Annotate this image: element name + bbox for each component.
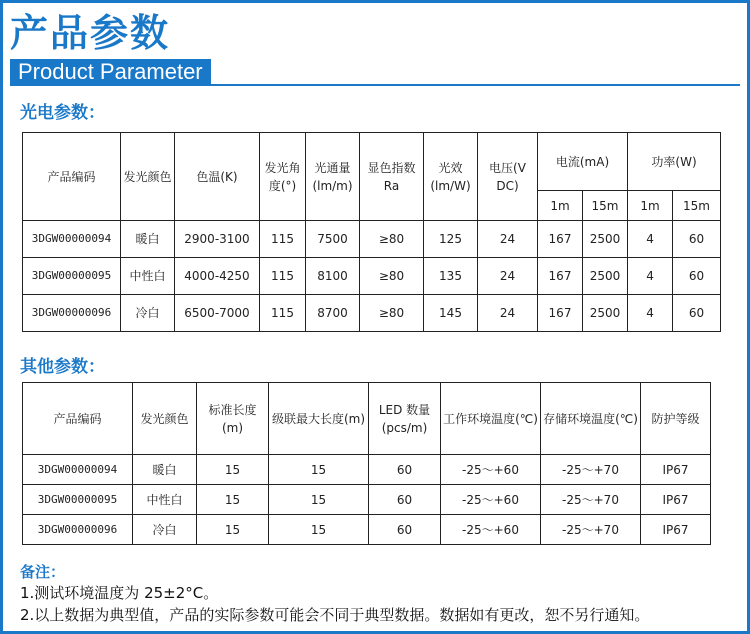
cell-power-1m: 4 <box>628 221 673 258</box>
cell-storage-temp: -25～+70 <box>541 455 641 485</box>
cell-standard-length: 15 <box>197 485 269 515</box>
cell-power-1m: 4 <box>628 295 673 332</box>
cell-product-code: 3DGW00000095 <box>23 258 121 295</box>
header-beam-angle: 发光角度(°) <box>260 133 306 221</box>
cell-light-color: 暖白 <box>121 221 175 258</box>
header-ip-rating: 防护等级 <box>641 383 711 455</box>
table-row <box>23 515 711 545</box>
cell-product-code: 3DGW00000094 <box>23 221 121 258</box>
header-current-15m: 15m <box>583 191 628 221</box>
header-product-code: 产品编码 <box>23 383 133 455</box>
cell-product-code: 3DGW00000096 <box>23 515 133 545</box>
cell-voltage: 24 <box>478 258 538 295</box>
table-row <box>23 221 721 258</box>
header-current-1m: 1m <box>538 191 583 221</box>
table-row <box>23 455 711 485</box>
cell-max-cascade-length: 15 <box>269 455 369 485</box>
table-row <box>23 485 711 515</box>
cell-light-color: 冷白 <box>121 295 175 332</box>
cell-power-15m: 60 <box>673 258 721 295</box>
cell-current-1m: 167 <box>538 221 583 258</box>
cell-luminous-flux: 8100 <box>306 258 360 295</box>
cell-light-color: 中性白 <box>133 485 197 515</box>
cell-max-cascade-length: 15 <box>269 485 369 515</box>
header-cri: 显色指数Ra <box>360 133 424 221</box>
cell-cct: 4000-4250 <box>175 258 260 295</box>
cell-light-color: 冷白 <box>133 515 197 545</box>
other-params-table <box>22 382 711 545</box>
page-title-en: Product Parameter <box>10 59 211 85</box>
cell-beam-angle: 115 <box>260 258 306 295</box>
cell-light-color: 中性白 <box>121 258 175 295</box>
note-item: 1.测试环境温度为 25±2°C。 <box>20 584 219 602</box>
header-product-code: 产品编码 <box>23 133 121 221</box>
table-row <box>23 258 721 295</box>
header-light-color: 发光颜色 <box>133 383 197 455</box>
cell-ip-rating: IP67 <box>641 515 711 545</box>
cell-led-quantity: 60 <box>369 455 441 485</box>
cell-standard-length: 15 <box>197 455 269 485</box>
cell-efficacy: 135 <box>424 258 478 295</box>
header-power-15m: 15m <box>673 191 721 221</box>
header-voltage: 电压(V DC) <box>478 133 538 221</box>
cell-ip-rating: IP67 <box>641 485 711 515</box>
cell-beam-angle: 115 <box>260 295 306 332</box>
cell-current-15m: 2500 <box>583 258 628 295</box>
cell-luminous-flux: 7500 <box>306 221 360 258</box>
cell-luminous-flux: 8700 <box>306 295 360 332</box>
header-current: 电流(mA) <box>538 133 628 191</box>
cell-operating-temp: -25～+60 <box>441 515 541 545</box>
header-luminous-flux: 光通量(lm/m) <box>306 133 360 221</box>
cell-voltage: 24 <box>478 295 538 332</box>
notes-title: 备注： <box>20 563 66 581</box>
cell-storage-temp: -25～+70 <box>541 515 641 545</box>
cell-power-15m: 60 <box>673 221 721 258</box>
table-row <box>23 295 721 332</box>
header-led-quantity: LED 数量(pcs/m) <box>369 383 441 455</box>
note-item: 2.以上数据为典型值，产品的实际参数可能会不同于典型数据。数据如有更改，恕不另行通知。 <box>20 606 650 624</box>
title-divider <box>10 84 740 86</box>
cell-voltage: 24 <box>478 221 538 258</box>
cell-power-1m: 4 <box>628 258 673 295</box>
cell-operating-temp: -25～+60 <box>441 485 541 515</box>
cell-storage-temp: -25～+70 <box>541 485 641 515</box>
cell-ip-rating: IP67 <box>641 455 711 485</box>
optical-section-title: 光电参数： <box>20 103 105 123</box>
header-storage-temp: 存储环境温度(℃) <box>541 383 641 455</box>
cell-efficacy: 125 <box>424 221 478 258</box>
header-efficacy: 光效(lm/W) <box>424 133 478 221</box>
cell-standard-length: 15 <box>197 515 269 545</box>
header-cct: 色温(K) <box>175 133 260 221</box>
cell-led-quantity: 60 <box>369 515 441 545</box>
cell-operating-temp: -25～+60 <box>441 455 541 485</box>
cell-current-1m: 167 <box>538 258 583 295</box>
header-power: 功率(W) <box>628 133 721 191</box>
cell-efficacy: 145 <box>424 295 478 332</box>
cell-current-15m: 2500 <box>583 221 628 258</box>
cell-cri: ≥80 <box>360 258 424 295</box>
cell-power-15m: 60 <box>673 295 721 332</box>
other-section-title: 其他参数： <box>20 357 105 377</box>
header-standard-length: 标准长度(m) <box>197 383 269 455</box>
header-power-1m: 1m <box>628 191 673 221</box>
cell-cri: ≥80 <box>360 295 424 332</box>
cell-cri: ≥80 <box>360 221 424 258</box>
cell-light-color: 暖白 <box>133 455 197 485</box>
cell-product-code: 3DGW00000094 <box>23 455 133 485</box>
cell-cct: 6500-7000 <box>175 295 260 332</box>
cell-current-15m: 2500 <box>583 295 628 332</box>
cell-cct: 2900-3100 <box>175 221 260 258</box>
header-max-cascade-length: 级联最大长度(m) <box>269 383 369 455</box>
page-title-cn: 产品参数 <box>10 11 171 55</box>
cell-product-code: 3DGW00000096 <box>23 295 121 332</box>
cell-product-code: 3DGW00000095 <box>23 485 133 515</box>
cell-current-1m: 167 <box>538 295 583 332</box>
cell-max-cascade-length: 15 <box>269 515 369 545</box>
cell-led-quantity: 60 <box>369 485 441 515</box>
header-light-color: 发光颜色 <box>121 133 175 221</box>
header-operating-temp: 工作环境温度(℃) <box>441 383 541 455</box>
cell-beam-angle: 115 <box>260 221 306 258</box>
optical-params-table <box>22 132 721 332</box>
